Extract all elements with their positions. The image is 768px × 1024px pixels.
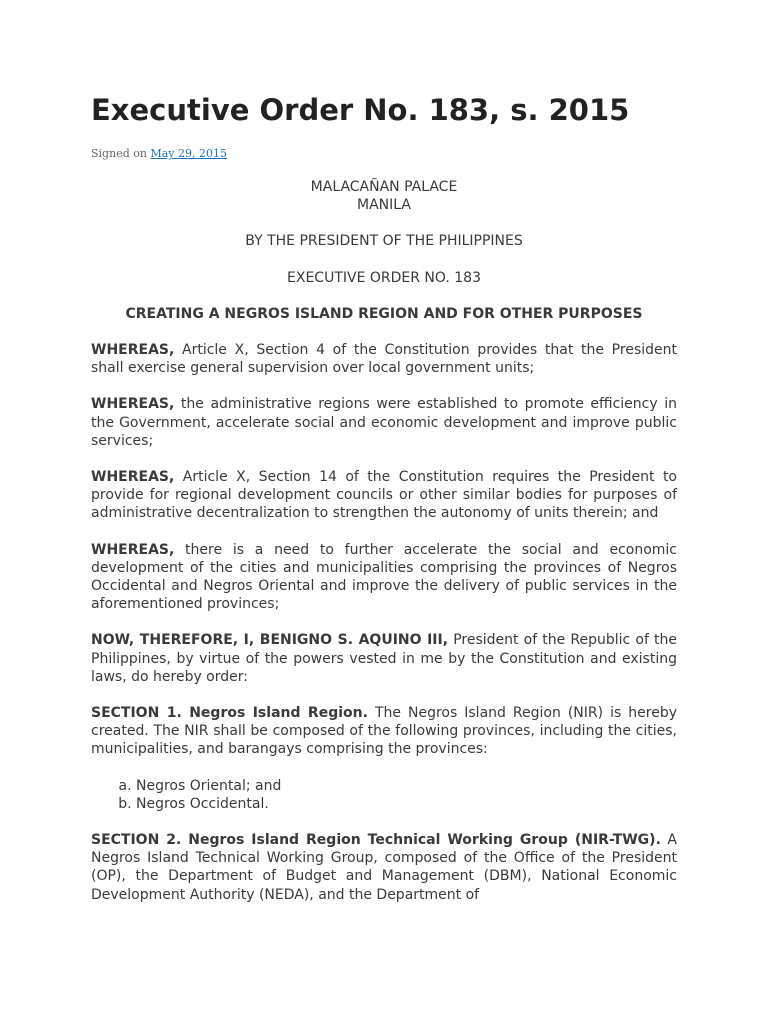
signed-date-line bbox=[91, 146, 227, 162]
whereas-text: Article X, Section 4 of the Constitution provides that the President shall exercise general supervision over local government units; bbox=[91, 342, 677, 377]
section-2-text: A Negros Island Technical Working Group, composed of the Office of the President (OP), the Department of Budget and Management (DBM), National Economic Development Authority (NEDA), and the Department of bbox=[91, 832, 678, 903]
whereas-text: the administrative regions were established to promote efficiency in the Government, accelerate social and economic development and improve public services; bbox=[91, 396, 677, 449]
whereas-lead: WHEREAS, bbox=[91, 541, 175, 558]
whereas-lead: WHEREAS, bbox=[91, 396, 175, 413]
list-item: a. Negros Oriental; and bbox=[136, 777, 677, 795]
list-item: b. Negros Occidental. bbox=[136, 795, 677, 813]
section-1-heading: SECTION 1. Negros Island Region. bbox=[91, 705, 368, 722]
signed-date-link[interactable]: May 29, 2015 bbox=[150, 147, 227, 160]
now-therefore-text: President of the Republic of the Philippines, by virtue of the powers vested in me by the Constitution and existing laws, do hereby order: bbox=[91, 632, 678, 685]
section-1-text: The Negros Island Region (NIR) is hereby created. The NIR shall be composed of the following provinces, including the cities, municipalities, and barangays comprising the provinces: bbox=[91, 705, 677, 758]
section-2 bbox=[91, 831, 677, 904]
now-therefore-lead: NOW, THEREFORE, I, BENIGNO S. AQUINO III, bbox=[91, 632, 449, 649]
section-1 bbox=[91, 704, 677, 759]
by-line: BY THE PRESIDENT OF THE PHILIPPINES bbox=[245, 233, 523, 250]
province-list bbox=[91, 777, 677, 813]
letterhead-palace: MALACAÑAN PALACE bbox=[310, 179, 458, 195]
whereas-clause-2 bbox=[91, 395, 677, 450]
section-2-heading: SECTION 2. Negros Island Region Technical Working Group (NIR-TWG). bbox=[91, 832, 661, 849]
letterhead-city: MANILA bbox=[357, 197, 411, 214]
order-number: EXECUTIVE ORDER NO. 183 bbox=[287, 269, 481, 286]
whereas-clause-4 bbox=[91, 541, 677, 614]
letterhead bbox=[91, 178, 677, 214]
whereas-clause-3 bbox=[91, 468, 677, 523]
signed-prefix: Signed on bbox=[91, 147, 151, 160]
document-title: Executive Order No. 183, s. 2015 bbox=[91, 93, 630, 127]
whereas-text: Article X, Section 14 of the Constitution requires the President to provide for regional development councils or other similar bodies for purposes of administrative decentralization to strengthen the autonomy of units therein; and bbox=[91, 469, 677, 522]
whereas-text: there is a need to further accelerate the social and economic development of the cities and municipalities comprising the provinces of Negros Occidental and Negros Oriental and improve the delivery of public services in the aforementioned provinces; bbox=[91, 541, 677, 613]
whereas-lead: WHEREAS, bbox=[91, 342, 175, 359]
document-body bbox=[91, 178, 677, 922]
now-therefore-clause bbox=[91, 631, 677, 686]
order-subject: CREATING A NEGROS ISLAND REGION AND FOR OTHER PURPOSES bbox=[125, 305, 643, 322]
whereas-lead: WHEREAS, bbox=[91, 469, 175, 486]
whereas-clause-1 bbox=[91, 341, 677, 377]
